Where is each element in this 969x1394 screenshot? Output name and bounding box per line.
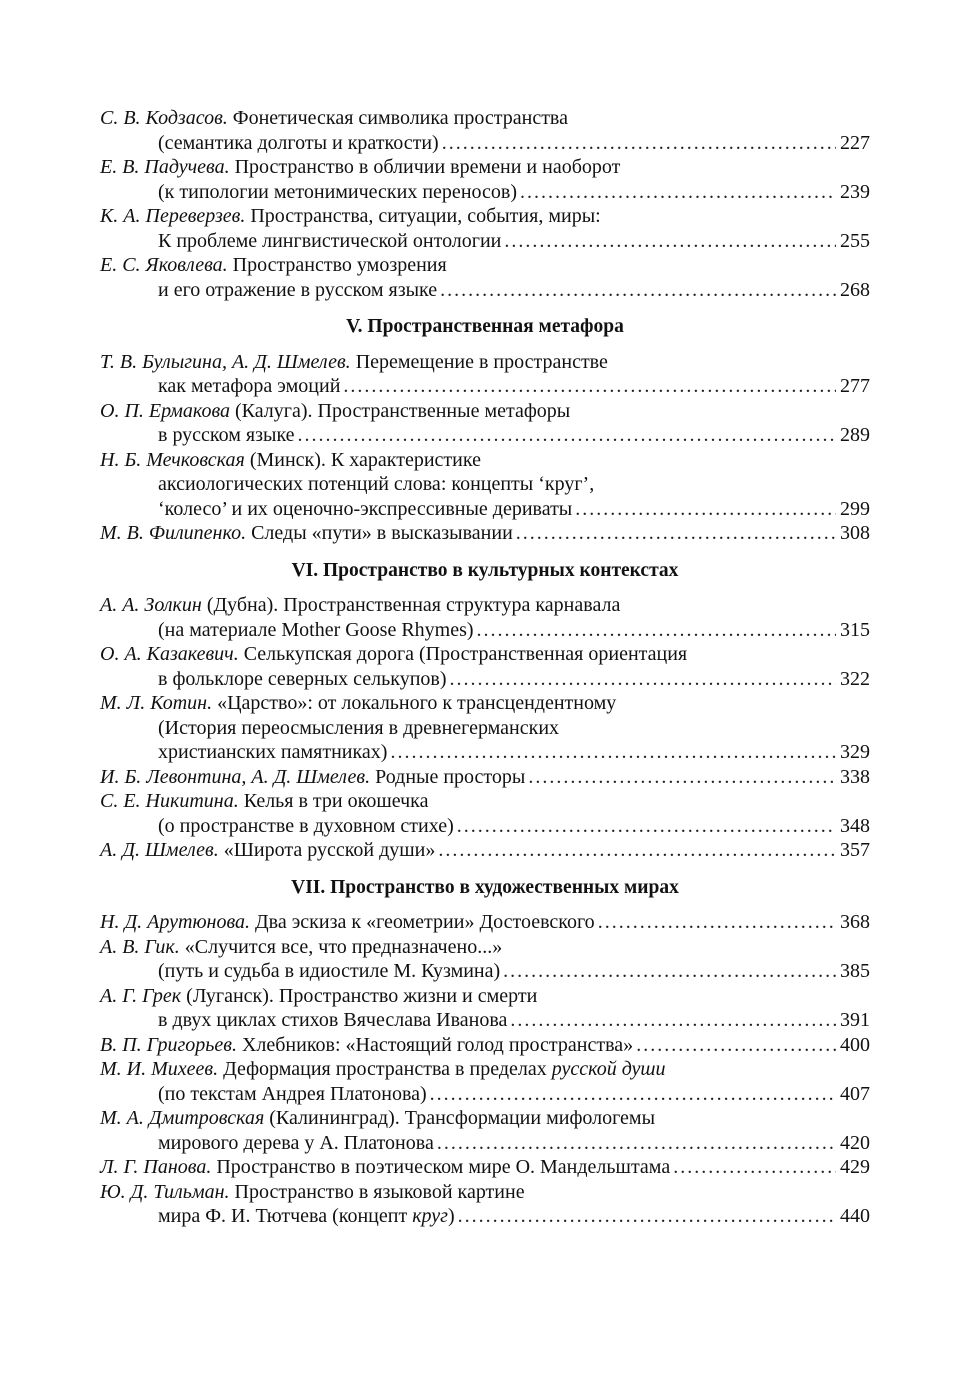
entry-title: Пространство в обличии времени и наоборот xyxy=(234,156,621,178)
toc-entry-continuation-line xyxy=(100,423,870,448)
toc-entry xyxy=(100,838,870,863)
toc-entry-first-line xyxy=(100,1033,870,1058)
toc-entry-continuation-line xyxy=(100,374,870,399)
entry-continuation: (о пространстве в духовном стихе) xyxy=(158,814,454,837)
toc-entry-continuation-line xyxy=(100,180,870,205)
entry-continuation: в русском языке xyxy=(158,424,295,446)
entry-title-italic: русской души xyxy=(551,1058,666,1080)
toc-entry-continuation-line xyxy=(100,472,870,497)
toc-entry xyxy=(100,910,870,935)
entry-title: (Луганск). Пространство жизни и смерти xyxy=(186,984,538,1007)
entry-author: Е. С. Яковлева. xyxy=(100,254,228,276)
toc-entry xyxy=(100,1155,870,1180)
toc-entry-first-line xyxy=(100,399,870,424)
entry-continuation-end: ) xyxy=(447,1205,455,1227)
page-number: 239 xyxy=(840,180,870,203)
table-of-contents xyxy=(100,106,870,1229)
page-number: 429 xyxy=(840,1156,870,1178)
entry-title: Келья в три окошечка xyxy=(243,790,429,812)
toc-entry-first-line xyxy=(100,1106,870,1131)
page-number: 420 xyxy=(840,1131,870,1154)
toc-entry-first-line xyxy=(100,106,870,131)
entry-author: Н. Б. Мечковская xyxy=(100,448,245,471)
page-number: 440 xyxy=(840,1205,870,1227)
entry-author: Н. Д. Арутюнова. xyxy=(100,911,251,933)
entry-title: Деформация пространства в пределах xyxy=(223,1058,547,1080)
entry-author: А. Д. Шмелев. xyxy=(100,839,219,861)
page-number: 308 xyxy=(840,522,870,544)
page-number: 227 xyxy=(840,131,870,154)
toc-entry-first-line xyxy=(100,838,870,863)
page-number: 391 xyxy=(840,1009,870,1031)
dot-leader xyxy=(438,838,836,863)
dot-leader xyxy=(528,765,836,790)
page-number: 268 xyxy=(840,278,870,301)
entry-title: Родные просторы xyxy=(375,765,526,788)
toc-entry xyxy=(100,642,870,691)
entry-title: Селькупская дорога (Пространственная ориентация xyxy=(243,643,688,665)
page-number: 338 xyxy=(840,765,870,788)
page-number: 385 xyxy=(840,960,870,982)
entry-continuation: аксиологических потенций слова: концепты ‘круг’, xyxy=(158,473,595,495)
section-heading: VII. Пространство в художественных мирах xyxy=(291,876,679,898)
dot-leader xyxy=(503,959,836,984)
entry-author: М. И. Михеев. xyxy=(100,1058,219,1080)
entry-author: О. П. Ермакова xyxy=(100,399,231,422)
toc-entry-continuation-line xyxy=(100,716,870,741)
dot-leader xyxy=(457,814,836,839)
toc-entry xyxy=(100,448,870,522)
toc-entry-first-line xyxy=(100,984,870,1009)
entry-title: (Калининград). Трансформации мифологемы xyxy=(269,1107,656,1129)
page-number: 289 xyxy=(840,424,870,446)
entry-title: Пространство умозрения xyxy=(232,254,447,276)
toc-entry-first-line xyxy=(100,253,870,278)
toc-entry-continuation-line xyxy=(100,1204,870,1229)
toc-entry xyxy=(100,691,870,765)
toc-entry xyxy=(100,521,870,546)
toc-entry-continuation-line xyxy=(100,618,870,643)
section-heading: V. Пространственная метафора xyxy=(346,316,624,337)
entry-continuation: (по текстам Андрея Платонова) xyxy=(158,1082,427,1105)
page-number: 277 xyxy=(840,375,870,397)
entry-author: Ю. Д. Тильман. xyxy=(100,1180,230,1203)
toc-entry-first-line xyxy=(100,789,870,814)
entry-continuation: и его отражение в русском языке xyxy=(158,278,438,301)
entry-author: И. Б. Левонтина, А. Д. Шмелев. xyxy=(100,765,371,788)
toc-entry-continuation-line xyxy=(100,814,870,839)
page-number: 407 xyxy=(840,1082,870,1105)
entry-continuation: мира Ф. И. Тютчева (концепт xyxy=(158,1205,408,1227)
page-number: 322 xyxy=(840,667,870,690)
entry-author: Е. В. Падучева. xyxy=(100,156,230,178)
entry-title: «Широта русской души» xyxy=(223,839,436,861)
toc-entry-first-line xyxy=(100,155,870,180)
toc-entry xyxy=(100,593,870,642)
entry-continuation: христианских памятниках) xyxy=(158,741,388,763)
toc-entry-continuation-line xyxy=(100,229,870,254)
toc-entry xyxy=(100,984,870,1033)
entry-author: М. В. Филипенко. xyxy=(100,522,247,544)
page-number: 329 xyxy=(840,741,870,763)
dot-leader xyxy=(477,618,836,643)
toc-entry-continuation-line xyxy=(100,278,870,303)
toc-entry-first-line xyxy=(100,765,870,790)
toc-entry xyxy=(100,1180,870,1229)
entry-title: «Случится все, что предназначено...» xyxy=(184,935,503,958)
entry-continuation: (на материале Mother Goose Rhymes) xyxy=(158,618,474,641)
toc-entry-first-line xyxy=(100,521,870,546)
toc-entry xyxy=(100,155,870,204)
entry-title: Хлебников: «Настоящий голод пространства» xyxy=(241,1033,634,1056)
entry-author: А. А. Золкин xyxy=(100,594,202,616)
dot-leader xyxy=(458,1204,836,1229)
toc-entry-first-line xyxy=(100,910,870,935)
entry-title: (Минск). К характеристике xyxy=(249,448,481,471)
toc-entry-first-line xyxy=(100,593,870,618)
entry-continuation: в фольклоре северных селькупов) xyxy=(158,667,447,690)
entry-title: (Калуга). Пространственные метафоры xyxy=(235,399,571,422)
page-number: 357 xyxy=(840,839,870,861)
toc-entry-continuation-line xyxy=(100,1131,870,1156)
toc-entry-first-line xyxy=(100,350,870,375)
entry-author: М. Л. Котин. xyxy=(100,692,213,714)
toc-entry-continuation-line xyxy=(100,667,870,692)
dot-leader xyxy=(516,521,836,546)
toc-entry-continuation-line xyxy=(100,497,870,522)
dot-leader xyxy=(430,1082,836,1107)
entry-author: С. Е. Никитина. xyxy=(100,790,239,812)
toc-entry-first-line xyxy=(100,204,870,229)
toc-entry xyxy=(100,1033,870,1058)
toc-entry-continuation-line xyxy=(100,131,870,156)
entry-continuation: в двух циклах стихов Вячеслава Иванова xyxy=(158,1009,508,1031)
dot-leader xyxy=(298,423,836,448)
entry-continuation: К проблеме лингвистической онтологии xyxy=(158,229,502,252)
dot-leader xyxy=(437,1131,836,1156)
entry-author: С. В. Кодзасов. xyxy=(100,107,228,129)
entry-author: А. Г. Грек xyxy=(100,984,182,1007)
page-number: 299 xyxy=(840,497,870,520)
entry-title: «Царство»: от локального к трансцендентному xyxy=(217,692,617,714)
toc-entry xyxy=(100,765,870,790)
entry-title: Пространство в языковой картине xyxy=(234,1180,525,1203)
dot-leader xyxy=(636,1033,836,1058)
entry-continuation: как метафора эмоций xyxy=(158,375,341,397)
dot-leader xyxy=(598,910,836,935)
toc-entry-first-line xyxy=(100,935,870,960)
toc-entry-continuation-line xyxy=(100,740,870,765)
toc-entry-continuation-line xyxy=(100,1008,870,1033)
toc-entry-first-line xyxy=(100,691,870,716)
entry-author: Т. В. Булыгина, А. Д. Шмелев. xyxy=(100,350,351,373)
entry-title: (Дубна). Пространственная структура карнавала xyxy=(206,594,621,616)
entry-author: М. А. Дмитровская xyxy=(100,1107,265,1129)
toc-entry xyxy=(100,253,870,302)
entry-continuation: мирового дерева у А. Платонова xyxy=(158,1131,434,1154)
dot-leader xyxy=(520,180,836,205)
page-number: 400 xyxy=(840,1033,870,1056)
entry-author: В. П. Григорьев. xyxy=(100,1033,237,1056)
entry-title: Перемещение в пространстве xyxy=(355,350,608,373)
entry-author: О. А. Казакевич. xyxy=(100,643,239,665)
toc-entry-first-line xyxy=(100,1180,870,1205)
entry-title: Пространство в поэтическом мире О. Мандельштама xyxy=(216,1156,671,1178)
page-number: 315 xyxy=(840,618,870,641)
toc-entry xyxy=(100,789,870,838)
toc-entry xyxy=(100,106,870,155)
toc-entry-first-line xyxy=(100,1155,870,1180)
entry-author: А. В. Гик. xyxy=(100,935,180,958)
toc-entry xyxy=(100,204,870,253)
dot-leader xyxy=(504,229,836,254)
entry-title: Пространства, ситуации, события, миры: xyxy=(250,205,601,227)
entry-title: Следы «пути» в высказывании xyxy=(251,522,513,544)
entry-continuation: ‘колесо’ и их оценочно-экспрессивные дериваты xyxy=(158,497,573,520)
entry-title: Два эскиза к «геометрии» Достоевского xyxy=(255,911,595,933)
toc-entry-first-line xyxy=(100,448,870,473)
entry-continuation: (к типологии метонимических переносов) xyxy=(158,180,517,203)
page-number: 368 xyxy=(840,911,870,933)
toc-entry-continuation-line xyxy=(100,1082,870,1107)
dot-leader xyxy=(450,667,837,692)
toc-entry-first-line xyxy=(100,642,870,667)
entry-continuation: (семантика долготы и краткости) xyxy=(158,131,439,154)
toc-entry xyxy=(100,1106,870,1155)
dot-leader xyxy=(390,740,836,765)
page-number: 348 xyxy=(840,814,870,837)
section-heading: VI. Пространство в культурных контекстах xyxy=(291,559,679,581)
dot-leader xyxy=(510,1008,836,1033)
dot-leader xyxy=(343,374,836,399)
toc-entry xyxy=(100,350,870,399)
dot-leader xyxy=(440,278,836,303)
toc-entry xyxy=(100,399,870,448)
toc-entry-continuation-line xyxy=(100,959,870,984)
entry-continuation: (путь и судьба в идиостиле М. Кузмина) xyxy=(158,960,501,982)
entry-continuation: (История переосмысления в древнегерманских xyxy=(158,716,560,739)
toc-entry-first-line xyxy=(100,1057,870,1082)
page-number: 255 xyxy=(840,229,870,252)
entry-author: К. А. Переверзев. xyxy=(100,205,246,227)
toc-entry xyxy=(100,935,870,984)
entry-continuation-italic: круг xyxy=(412,1205,448,1227)
dot-leader xyxy=(673,1155,836,1180)
entry-title: Фонетическая символика пространства xyxy=(232,107,568,129)
toc-entry xyxy=(100,1057,870,1106)
dot-leader xyxy=(442,131,836,156)
dot-leader xyxy=(575,497,836,522)
entry-author: Л. Г. Панова. xyxy=(100,1156,212,1178)
